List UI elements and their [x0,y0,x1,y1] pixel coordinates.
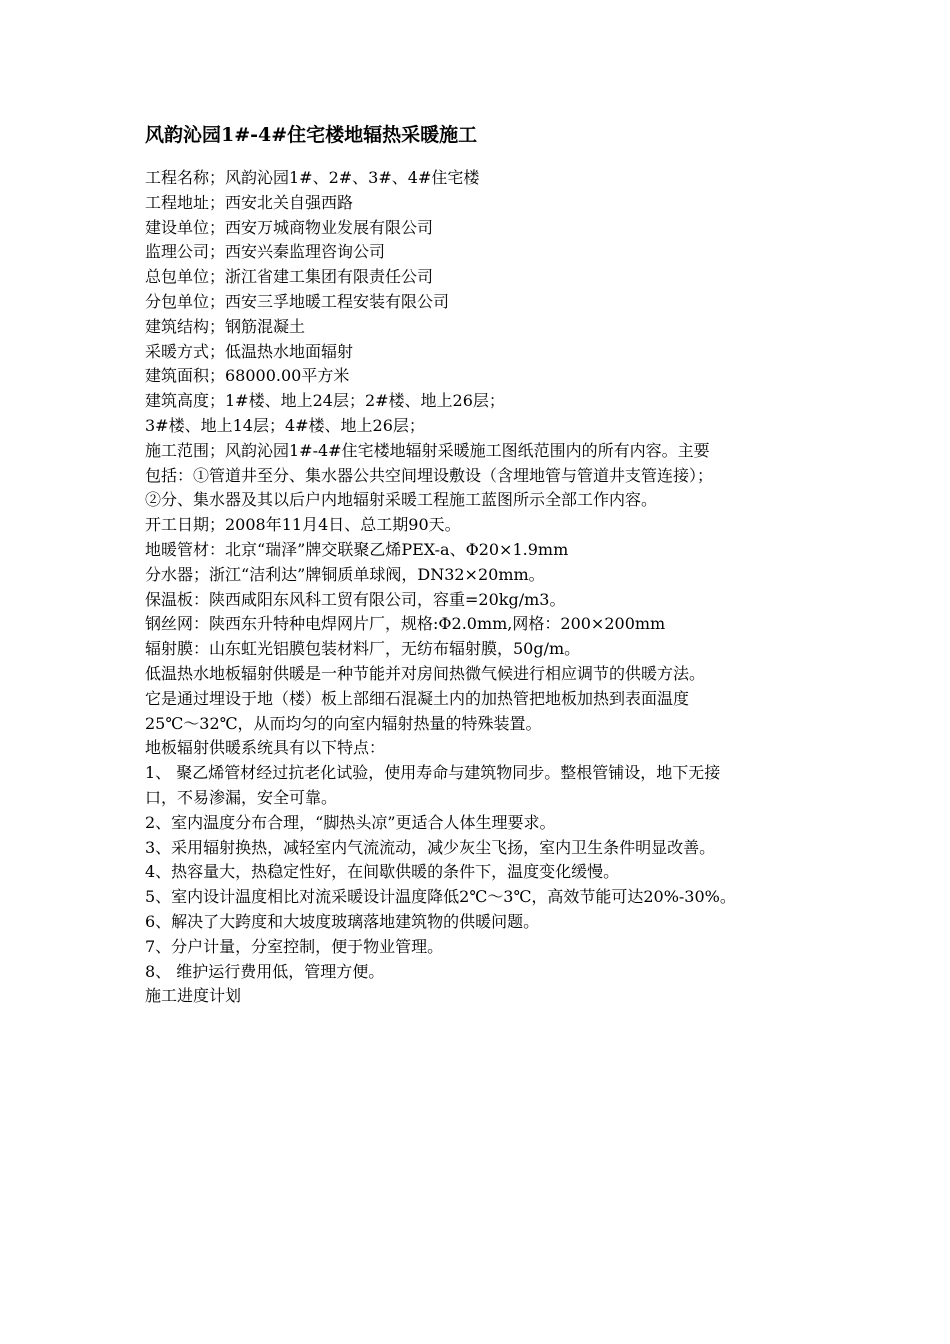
body-line: 包括：①管道井至分、集水器公共空间埋设敷设（含埋地管与管道井支管连接）； [145,465,714,485]
body-line: 建筑结构；钢筋混凝土 [145,316,306,336]
body-line: 辐射膜：山东虹光铝膜包装材料厂，无纺布辐射膜，50g/m。 [145,639,581,659]
body-line: 工程地址；西安北关自强西路 [145,192,354,212]
body-line: 3#楼、地上14层；4#楼、地上26层； [145,415,425,435]
body-line: 地暖管材：北京“瑞泽”牌交联聚乙烯PEX-a、Φ20×1.9mm [145,539,569,559]
body-line: 建设单位；西安万城商物业发展有限公司 [145,217,434,237]
body-line: 分水器；浙江“洁利达”牌铜质单球阀，DN32×20mm。 [145,564,545,584]
body-line: 总包单位；浙江省建工集团有限责任公司 [145,267,434,287]
body-line: 6、解决了大跨度和大坡度玻璃落地建筑物的供暖问题。 [145,911,540,931]
document-page [145,120,820,1009]
document-body [145,166,820,1009]
body-line: 低温热水地板辐射供暖是一种节能并对房间热微气候进行相应调节的供暖方法。 [145,663,706,683]
body-line: 工程名称；风韵沁园1#、2#、3#、4#住宅楼 [145,168,480,187]
body-line: ②分、集水器及其以后户内地辐射采暖工程施工蓝图所示全部工作内容。 [145,490,658,510]
body-line: 3、采用辐射换热，减轻室内气流流动，减少灰尘飞扬，室内卫生条件明显改善。 [145,837,716,857]
body-line: 建筑面积；68000.00平方米 [145,366,350,386]
body-line: 保温板：陕西咸阳东风科工贸有限公司，容重=20kg/m3。 [145,589,566,609]
body-line: 2、室内温度分布合理，“脚热头凉”更适合人体生理要求。 [145,812,556,832]
body-line: 地板辐射供暖系统具有以下特点： [145,738,386,758]
body-line: 1、 聚乙烯管材经过抗老化试验，使用寿命与建筑物同步。整根管铺设，地下无接 [145,763,721,783]
body-line: 分包单位；西安三孚地暖工程安装有限公司 [145,291,450,311]
body-line: 钢丝网：陕西东升特种电焊网片厂，规格:Φ2.0mm,网格：200×200mm [145,614,666,634]
body-line: 监理公司；西安兴秦监理咨询公司 [145,242,386,262]
body-line: 4、热容量大，热稳定性好，在间歇供暖的条件下，温度变化缓慢。 [145,862,620,882]
body-line: 8、 维护运行费用低，管理方便。 [145,961,385,981]
body-line: 采暖方式；低温热水地面辐射 [145,341,354,361]
body-line: 建筑高度；1#楼、地上24层；2#楼、地上26层； [145,391,505,411]
body-line: 施工范围；风韵沁园1#-4#住宅楼地辐射采暖施工图纸范围内的所有内容。主要 [145,440,710,460]
body-line: 施工进度计划 [145,986,242,1006]
body-line: 5、室内设计温度相比对流采暖设计温度降低2℃～3℃，高效节能可达20%-30%。 [145,887,736,907]
document-title: 风韵沁园1#-4#住宅楼地辐热采暖施工 [145,124,478,146]
body-line: 口，不易渗漏，安全可靠。 [145,787,338,807]
body-line: 它是通过埋设于地（楼）板上部细石混凝土内的加热管把地板加热到表面温度 [145,688,690,708]
body-line: 开工日期；2008年11月4日、总工期90天。 [145,515,461,535]
body-line: 7、分户计量，分室控制，便于物业管理。 [145,936,444,956]
body-line: 25℃～32℃，从而均匀的向室内辐射热量的特殊装置。 [145,713,542,733]
